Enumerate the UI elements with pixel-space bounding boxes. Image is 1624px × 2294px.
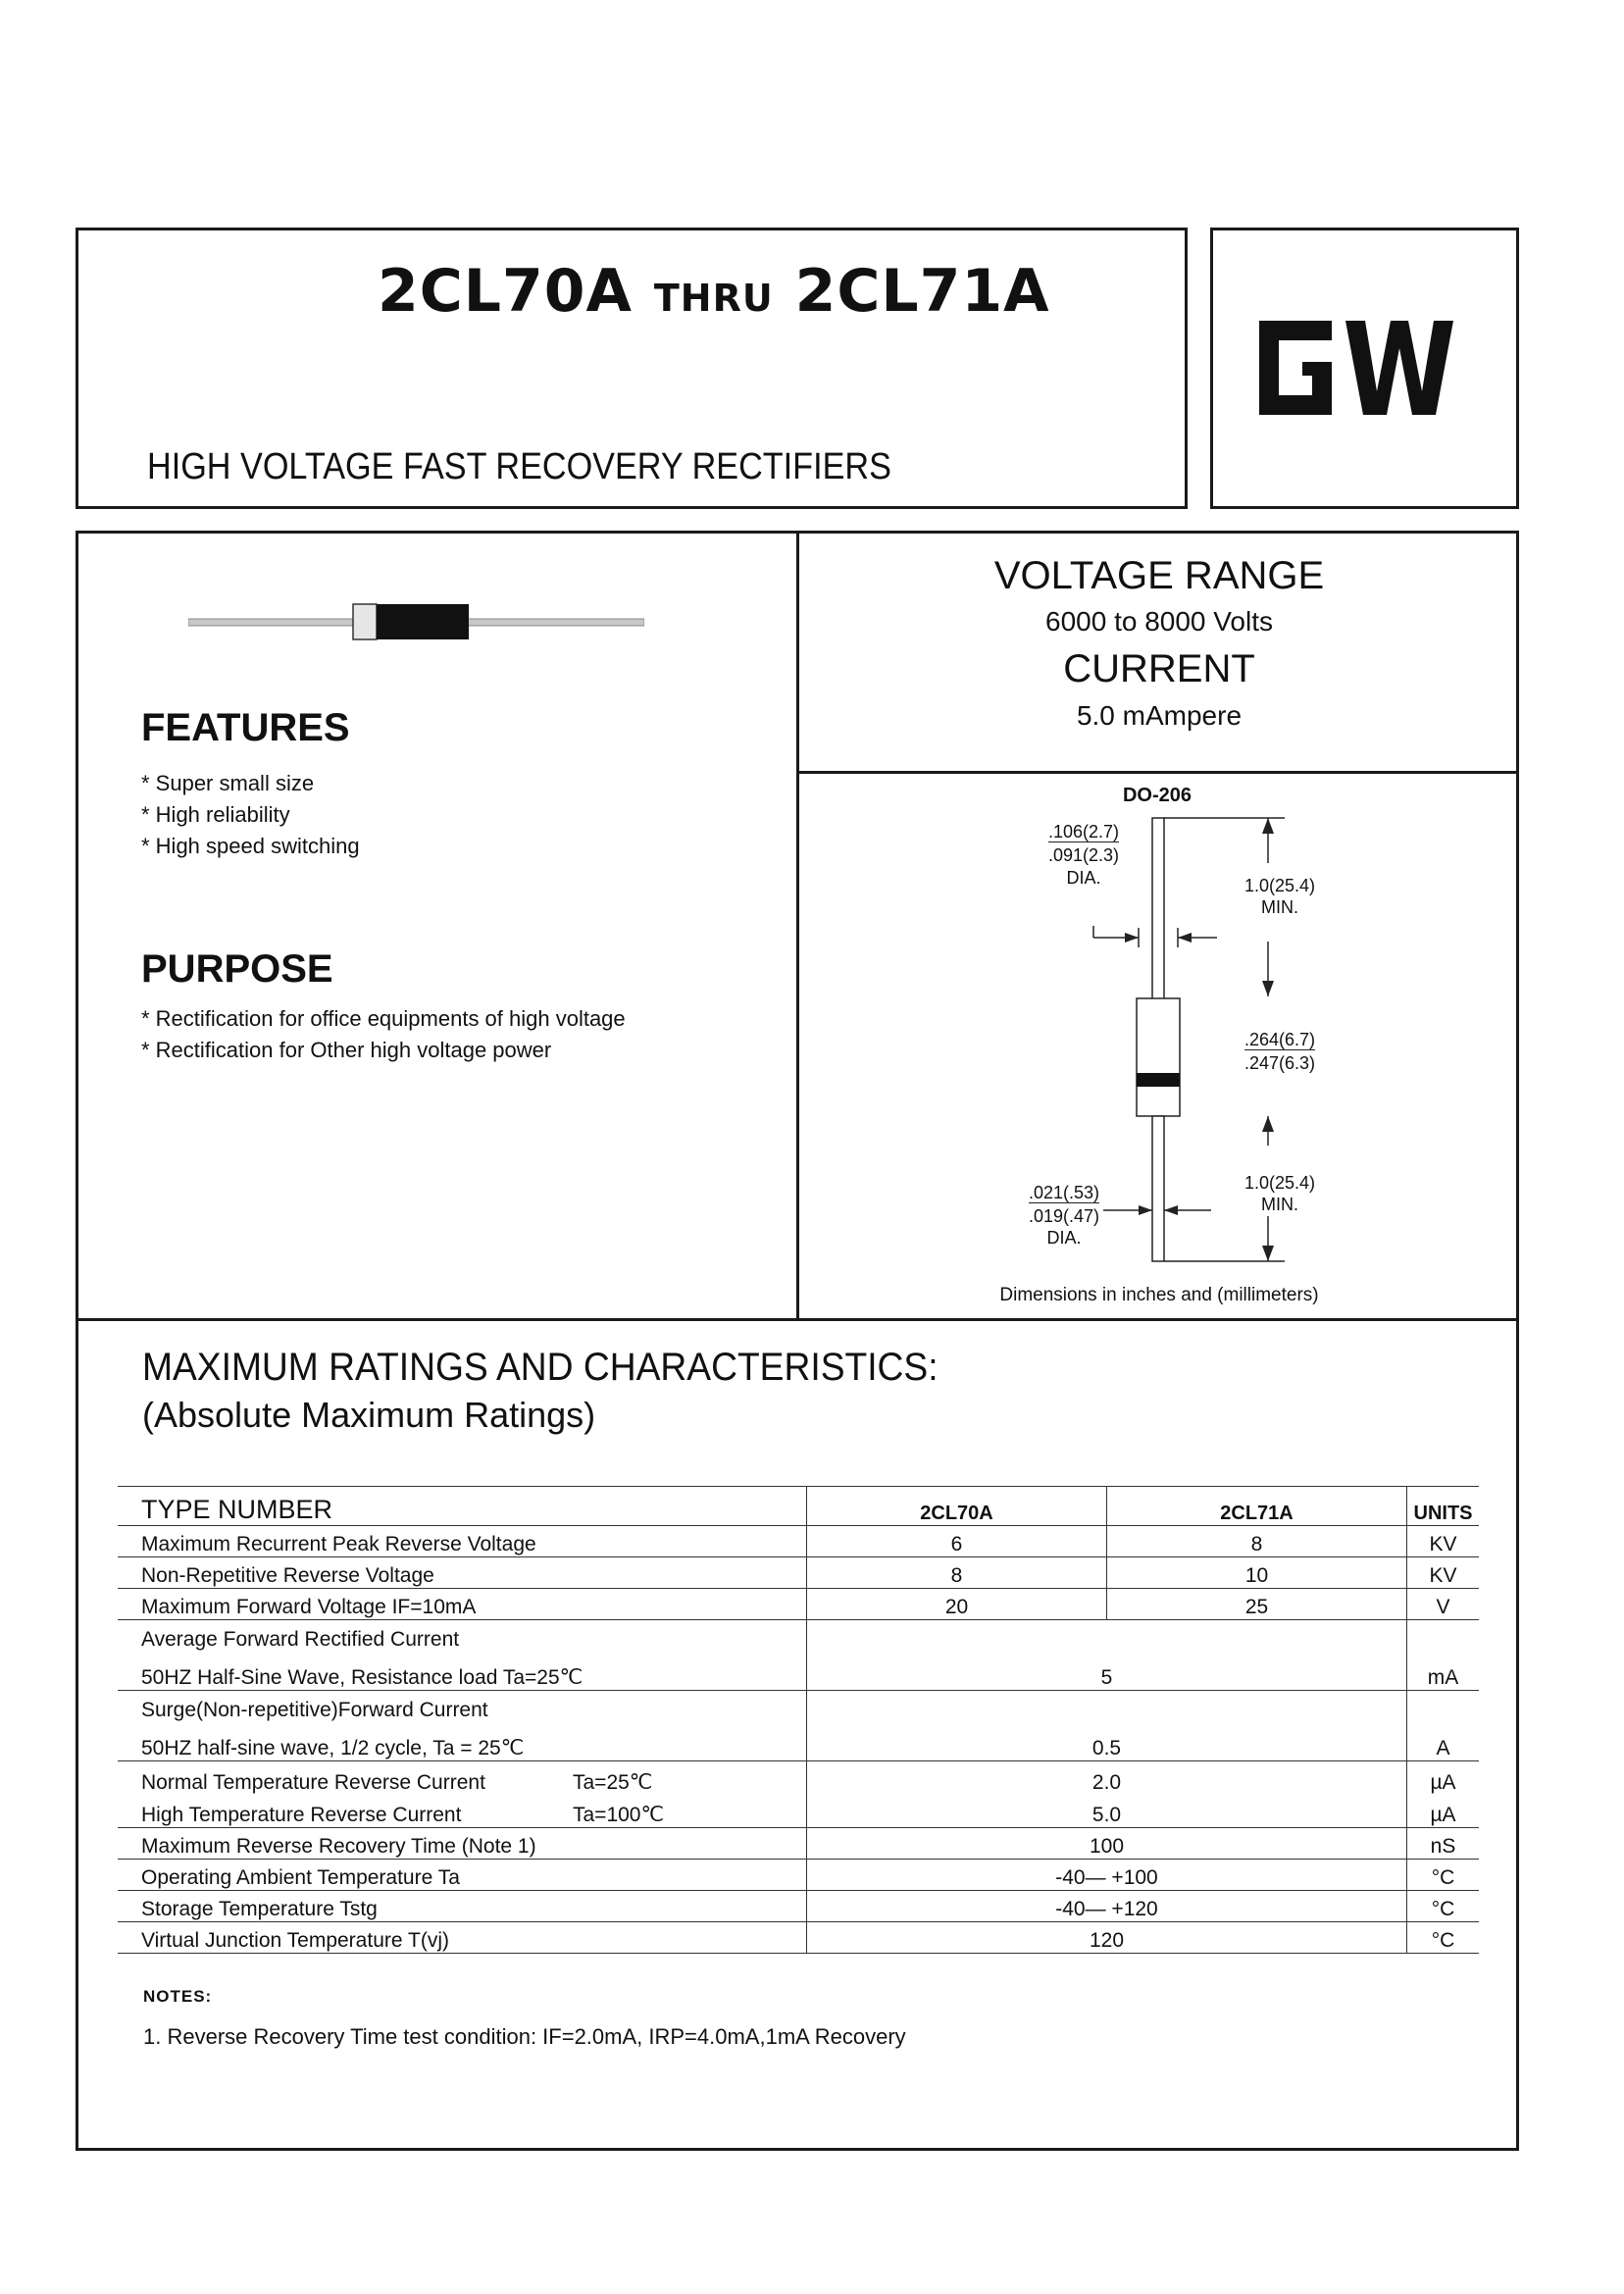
feature-item: * High reliability: [141, 802, 290, 827]
diode-illustration: [188, 600, 644, 643]
value-b: 8: [1107, 1526, 1407, 1557]
unit: KV: [1407, 1557, 1480, 1589]
surge-value: 0.5: [807, 1691, 1407, 1761]
gw-logo: [1255, 319, 1466, 417]
wire-dia-max: .021(.53): [1028, 1183, 1100, 1202]
param-label: Virtual Junction Temperature T(vj): [118, 1922, 807, 1954]
feature-item: * High speed switching: [141, 834, 360, 858]
table-header-row: [118, 1487, 1479, 1526]
param-label: Maximum Recurrent Peak Reverse Voltage: [118, 1526, 807, 1557]
param-label: [118, 1795, 807, 1828]
surge-line1: Surge(Non-repetitive)Forward Current: [141, 1699, 488, 1721]
avg-fwd-value: 5: [807, 1620, 1407, 1691]
features-title: FEATURES: [141, 706, 350, 749]
package-drawing: [799, 804, 1519, 1285]
body-length-max: .264(6.7): [1243, 1030, 1316, 1049]
param-label: Operating Ambient Temperature Ta: [118, 1860, 807, 1891]
rev-high-cond: Ta=100℃: [573, 1804, 665, 1826]
table-row: [118, 1860, 1479, 1891]
value-b: 10: [1107, 1557, 1407, 1589]
unit: °C: [1407, 1891, 1480, 1922]
lead-length-bottom-min: MIN.: [1261, 1195, 1298, 1214]
param-label: Non-Repetitive Reverse Voltage: [118, 1557, 807, 1589]
table-row: [118, 1691, 1479, 1761]
param-label: [118, 1691, 807, 1761]
note-item: 1. Reverse Recovery Time test condition: IF=2.0mA, IRP=4.0mA,1mA Recovery: [143, 2024, 906, 2049]
ratings-subheading: (Absolute Maximum Ratings): [142, 1395, 596, 1435]
avg-fwd-line1: Average Forward Rectified Current: [141, 1628, 460, 1651]
param-label: [118, 1620, 807, 1691]
col-2cl70a: 2CL70A: [807, 1487, 1107, 1526]
rev-normal-label: Normal Temperature Reverse Current: [141, 1770, 485, 1794]
lead-dia-max: .106(2.7): [1047, 822, 1120, 841]
op-temp-value: -40— +100: [807, 1860, 1407, 1891]
col-units: UNITS: [1407, 1487, 1480, 1526]
table-row: [118, 1795, 1479, 1828]
param-label: Maximum Reverse Recovery Time (Note 1): [118, 1828, 807, 1860]
current-label: CURRENT: [1063, 647, 1255, 690]
unit: KV: [1407, 1526, 1480, 1557]
ratings-heading: MAXIMUM RATINGS AND CHARACTERISTICS:: [142, 1346, 939, 1389]
param-label: Maximum Forward Voltage IF=10mA: [118, 1589, 807, 1620]
table-row: [118, 1620, 1479, 1691]
notes-title: NOTES:: [143, 1987, 213, 2006]
right-divider: [796, 771, 1519, 774]
unit: V: [1407, 1589, 1480, 1620]
value-a: 8: [807, 1557, 1107, 1589]
purpose-title: PURPOSE: [141, 947, 333, 991]
page-title: [378, 257, 1050, 326]
purpose-list: [141, 1003, 626, 1066]
body-length-min: .247(6.3): [1243, 1053, 1316, 1073]
voltage-range-label: VOLTAGE RANGE: [993, 554, 1325, 597]
table-row: [118, 1761, 1479, 1795]
rev-normal-cond: Ta=25℃: [573, 1770, 653, 1794]
purpose-item: * Rectification for Other high voltage power: [141, 1038, 552, 1062]
wire-dia: [1010, 1183, 1118, 1203]
surge-line2: 50HZ half-sine wave, 1/2 cycle, Ta = 25℃: [141, 1737, 525, 1759]
unit: µA: [1407, 1761, 1480, 1795]
table-row: [118, 1557, 1479, 1589]
body-length: [1226, 1030, 1334, 1050]
lead-dia-bottom: .091(2.3): [1047, 845, 1120, 865]
avg-fwd-line2: 50HZ Half-Sine Wave, Resistance load Ta=25℃: [141, 1666, 584, 1689]
ratings-table: [118, 1486, 1479, 1954]
table-row: [118, 1828, 1479, 1860]
part-from: 2CL70A: [378, 257, 633, 326]
unit: A: [1407, 1691, 1480, 1761]
rev-normal-value: 2.0: [807, 1761, 1407, 1795]
table-row: [118, 1922, 1479, 1954]
lead-length-top: 1.0(25.4): [1243, 876, 1316, 895]
type-number-label: TYPE NUMBER: [118, 1487, 807, 1526]
feature-item: * Super small size: [141, 771, 315, 795]
table-row: [118, 1526, 1479, 1557]
vj-temp-value: 120: [807, 1922, 1407, 1954]
recovery-value: 100: [807, 1828, 1407, 1860]
param-label: [118, 1761, 807, 1795]
table-row: [118, 1891, 1479, 1922]
rev-high-value: 5.0: [807, 1795, 1407, 1828]
param-label: Storage Temperature Tstg: [118, 1891, 807, 1922]
dimensions-note: Dimensions in inches and (millimeters): [999, 1285, 1319, 1305]
part-to: 2CL71A: [794, 257, 1050, 326]
package-name: DO-206: [1122, 785, 1193, 806]
features-list: [141, 768, 360, 862]
current-value: 5.0 mAmpere: [1076, 700, 1243, 731]
wire-dia-label: DIA.: [1046, 1228, 1082, 1248]
voltage-range-value: 6000 to 8000 Volts: [1045, 606, 1273, 637]
lead-length-top-min: MIN.: [1261, 897, 1298, 917]
col-2cl71a: 2CL71A: [1107, 1487, 1407, 1526]
subtitle: HIGH VOLTAGE FAST RECOVERY RECTIFIERS: [147, 446, 891, 487]
section-divider: [76, 1318, 1519, 1321]
unit: °C: [1407, 1860, 1480, 1891]
lead-length-bottom: 1.0(25.4): [1243, 1173, 1316, 1193]
unit: µA: [1407, 1795, 1480, 1828]
unit: mA: [1407, 1620, 1480, 1691]
lead-dia-label: DIA.: [1066, 868, 1101, 888]
rev-high-label: High Temperature Reverse Current: [141, 1804, 462, 1826]
table-row: [118, 1589, 1479, 1620]
stg-temp-value: -40— +120: [807, 1891, 1407, 1922]
thru-label: THRU: [653, 277, 774, 320]
lead-dia-top: [1030, 822, 1138, 842]
wire-dia-min: .019(.47): [1028, 1206, 1100, 1226]
unit: nS: [1407, 1828, 1480, 1860]
purpose-item: * Rectification for office equipments of high voltage: [141, 1006, 626, 1031]
value-a: 20: [807, 1589, 1107, 1620]
value-a: 6: [807, 1526, 1107, 1557]
unit: °C: [1407, 1922, 1480, 1954]
value-b: 25: [1107, 1589, 1407, 1620]
